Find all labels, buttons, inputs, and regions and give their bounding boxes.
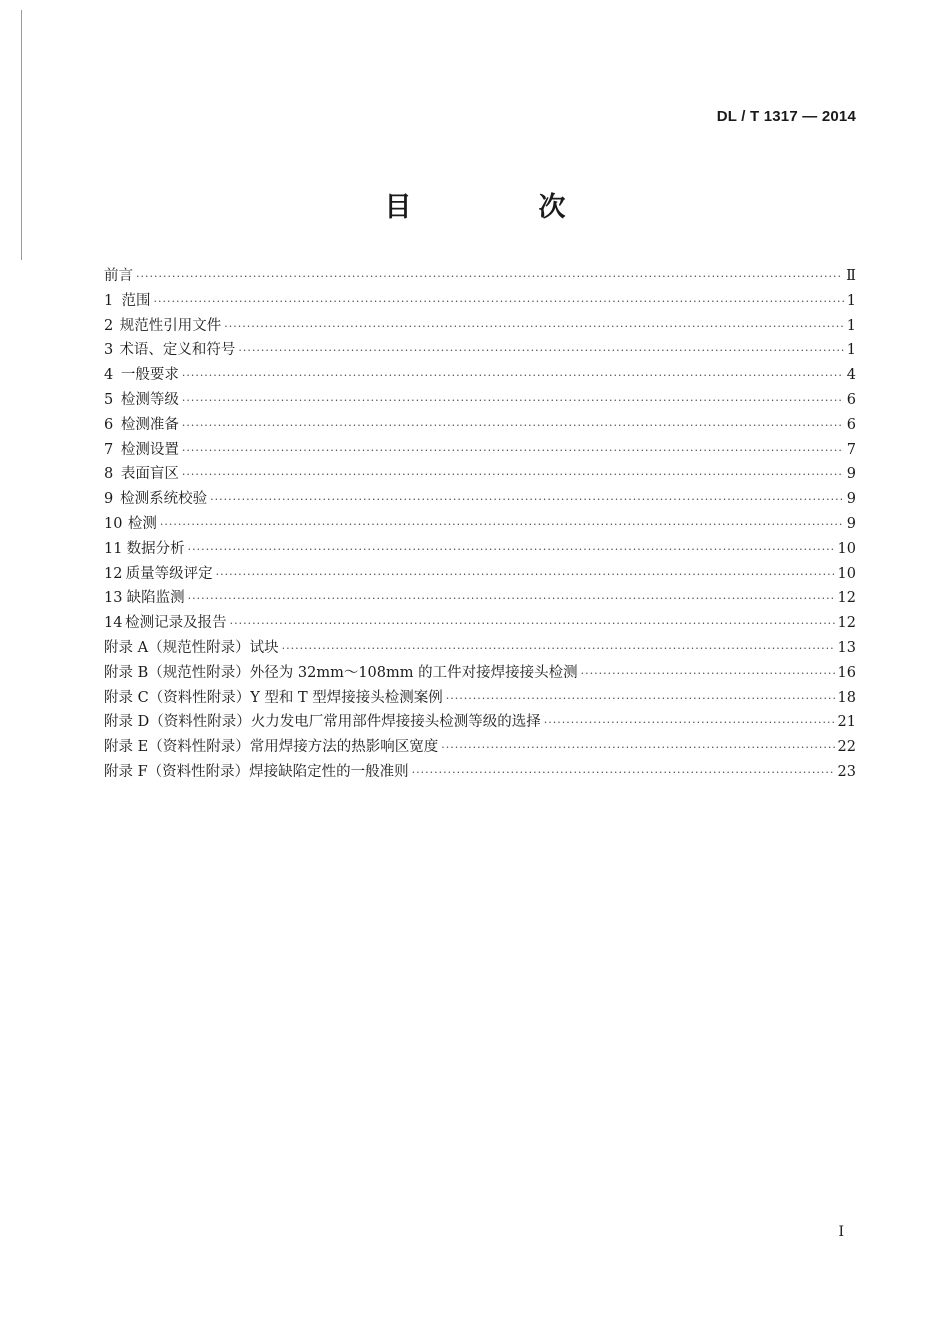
toc-entry-number: 13: [104, 590, 123, 607]
toc-entry-label: 检测: [127, 515, 157, 532]
toc-leader-dots: [182, 468, 844, 481]
toc-leader-dots: [160, 518, 844, 531]
toc-entry[interactable]: [104, 314, 856, 339]
toc-entry-number: 7: [104, 441, 114, 458]
toc-entry-page: 10: [837, 540, 856, 557]
toc-title: 目 次: [384, 192, 616, 223]
page-number: I: [838, 1224, 844, 1240]
toc-entry[interactable]: [104, 338, 856, 363]
toc-entry[interactable]: [104, 363, 856, 388]
toc-entry[interactable]: [104, 537, 856, 562]
toc-leader-dots: [224, 320, 844, 333]
toc-entry[interactable]: [104, 586, 856, 611]
toc-entry-label: 数据分析: [126, 540, 185, 557]
toc-entry-page: Ⅱ: [846, 268, 856, 284]
toc-entry-label: 检测准备: [120, 416, 179, 433]
toc-entry-page: 6: [846, 391, 856, 408]
toc-leader-dots: [182, 444, 844, 457]
toc-entry-label: 缺陷监测: [126, 590, 185, 607]
toc-entry-number: 12: [104, 565, 123, 582]
toc-leader-dots: [441, 741, 834, 754]
toc-entry-label: 质量等级评定: [125, 565, 213, 582]
toc-entry-number: 附录 F（资料性附录）: [104, 763, 250, 780]
toc-entry[interactable]: [104, 413, 856, 438]
toc-leader-dots: [188, 543, 835, 556]
toc-entry-number: 附录 C（资料性附录）: [104, 689, 251, 706]
toc-entry-page: 1: [846, 342, 856, 359]
toc-entry-number: 4: [104, 367, 114, 384]
toc-entry[interactable]: [104, 388, 856, 413]
toc-entry-page: 10: [837, 565, 856, 582]
document-code: DL / T 1317 — 2014: [716, 108, 856, 125]
toc-entry-appendix[interactable]: [104, 661, 856, 686]
toc-leader-dots: [412, 766, 835, 779]
toc-leader-dots: [216, 568, 835, 581]
toc-entry-page: 7: [846, 441, 856, 458]
toc-entry[interactable]: [104, 562, 856, 587]
toc-entry-page: 23: [837, 763, 856, 780]
toc-entry-label: 一般要求: [120, 367, 179, 384]
toc-entry-number: 5: [104, 391, 114, 408]
toc-leader-dots: [154, 295, 844, 308]
toc-leader-dots: [182, 419, 844, 432]
toc-entry-number: 附录 B（规范性附录）: [104, 664, 250, 681]
toc-leader-dots: [544, 716, 835, 729]
toc-entry-label: 焊接缺陷定性的一般准则: [249, 763, 409, 780]
toc-leader-dots: [136, 270, 843, 283]
table-of-contents: [104, 264, 856, 785]
toc-entry-number: 11: [104, 540, 123, 557]
toc-entry-label: 常用焊接方法的热影响区宽度: [249, 739, 439, 756]
toc-entry[interactable]: [104, 264, 856, 289]
toc-leader-dots: [188, 592, 835, 605]
toc-entry-label: 检测记录及报告: [125, 615, 227, 632]
toc-entry-page: 13: [837, 639, 856, 656]
toc-entry-page: 21: [837, 714, 856, 731]
toc-entry-page: 9: [846, 491, 856, 508]
toc-leader-dots: [210, 493, 844, 506]
toc-entry[interactable]: [104, 289, 856, 314]
toc-entry-number: 14: [104, 615, 123, 632]
toc-entry-label: 火力发电厂常用部件焊接接头检测等级的选择: [250, 714, 541, 731]
toc-leader-dots: [182, 369, 844, 382]
toc-entry-appendix[interactable]: [104, 760, 856, 785]
toc-leader-dots: [282, 642, 835, 655]
toc-entry-page: 16: [837, 664, 856, 681]
toc-entry-number: 9: [104, 491, 114, 508]
toc-entry-appendix[interactable]: [104, 636, 856, 661]
toc-entry-number: 2: [104, 317, 114, 334]
toc-entry[interactable]: [104, 462, 856, 487]
toc-entry-page: 4: [846, 367, 856, 384]
toc-entry-label: 前言: [104, 268, 133, 284]
toc-entry-page: 1: [846, 317, 856, 334]
toc-entry-page: 22: [837, 739, 856, 756]
toc-entry-label: 外径为 32mm～108mm 的工件对接焊接接头检测: [249, 664, 578, 681]
toc-entry-number: 附录 A（规范性附录）: [104, 639, 250, 656]
toc-entry-number: 6: [104, 416, 114, 433]
toc-leader-dots: [581, 667, 835, 680]
toc-entry[interactable]: [104, 438, 856, 463]
toc-entry[interactable]: [104, 487, 856, 512]
toc-entry-page: 9: [846, 515, 856, 532]
toc-entry-appendix[interactable]: [104, 686, 856, 711]
toc-entry-label: 检测等级: [120, 391, 179, 408]
toc-leader-dots: [182, 394, 844, 407]
toc-entry-number: 1: [104, 292, 114, 309]
toc-entry-number: 10: [104, 515, 123, 532]
toc-entry-label: 表面盲区: [120, 466, 179, 483]
toc-entry-page: 12: [837, 590, 856, 607]
toc-entry-label: 检测系统校验: [120, 491, 208, 508]
toc-leader-dots: [238, 344, 843, 357]
toc-entry-number: 附录 D（资料性附录）: [104, 714, 251, 731]
toc-leader-dots: [446, 692, 835, 705]
toc-entry-page: 12: [837, 615, 856, 632]
toc-entry[interactable]: [104, 512, 856, 537]
toc-entry-label: 术语、定义和符号: [119, 342, 236, 359]
toc-entry-page: 6: [846, 416, 856, 433]
toc-entry-number: 8: [104, 466, 114, 483]
toc-leader-dots: [230, 617, 835, 630]
toc-entry-number: 3: [104, 342, 114, 359]
toc-entry-label: 规范性引用文件: [119, 317, 222, 334]
toc-entry-appendix[interactable]: [104, 735, 856, 760]
toc-entry-page: 9: [846, 466, 856, 483]
toc-entry-label: Y 型和 T 型焊接接头检测案例: [250, 689, 443, 706]
toc-entry-label: 试块: [249, 639, 279, 656]
toc-entry-number: 附录 E（资料性附录）: [104, 739, 250, 756]
toc-entry[interactable]: [104, 611, 856, 636]
toc-entry-label: 范围: [121, 292, 151, 309]
toc-entry-label: 检测设置: [120, 441, 179, 458]
toc-entry-appendix[interactable]: [104, 710, 856, 735]
toc-entry-page: 18: [837, 689, 856, 706]
toc-entry-page: 1: [846, 292, 856, 309]
